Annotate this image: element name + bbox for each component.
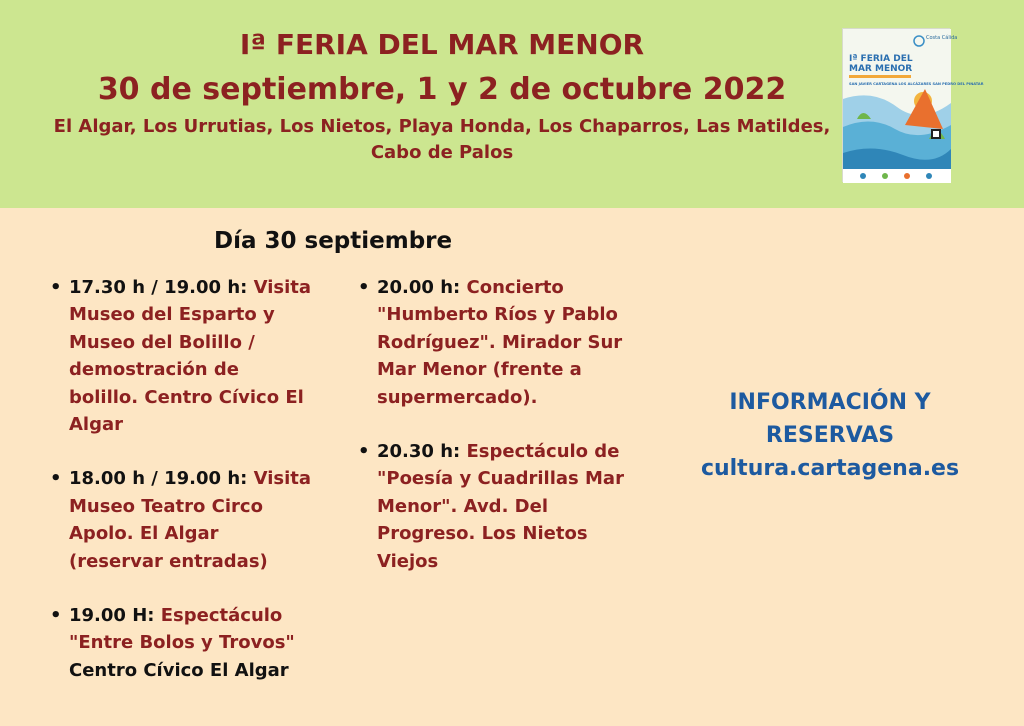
event-activity: Concierto "Humberto Ríos y Pablo Rodríguez". Mirador Sur Mar Menor (frente a supermercado).	[377, 277, 623, 408]
event-activity: Visita Museo Teatro Circo Apolo. El Algar (reservar entradas)	[69, 468, 312, 572]
list-item	[360, 438, 635, 575]
event-location: Centro Cívico El Algar	[69, 659, 289, 681]
list-item	[360, 274, 635, 411]
info-heading-1: INFORMACIÓN Y	[729, 390, 931, 415]
poster-towns: SAN JAVIER CARTAGENA LOS ALCÁZARES SAN PEDRO DEL PINATAR	[849, 82, 984, 86]
event-poster-thumbnail	[842, 28, 984, 182]
info-website-link[interactable]: cultura.cartagena.es	[700, 456, 960, 481]
event-time: 20.30 h:	[377, 441, 461, 463]
poster-illustration	[843, 29, 984, 183]
list-item	[52, 602, 314, 684]
fair-places: El Algar, Los Urrutias, Los Nietos, Playa Honda, Los Chaparros, Las Matildes, Cabo de Palos	[53, 116, 831, 163]
list-item	[52, 465, 314, 575]
event-activity: Espectáculo "Entre Bolos y Trovos"	[69, 605, 295, 654]
poster-brand: Costa Cálida	[926, 35, 958, 41]
info-heading-2: RESERVAS	[765, 423, 895, 448]
events-list-left	[52, 274, 314, 711]
list-item	[52, 274, 314, 438]
event-activity: Espectáculo de "Poesía y Cuadrillas Mar Menor". Avd. Del Progreso. Los Nietos Viejos	[377, 441, 624, 572]
fair-title: Iª FERIA DEL MAR MENOR	[239, 28, 645, 61]
day-heading: Día 30 septiembre	[214, 228, 453, 254]
event-time: 17.30 h / 19.00 h:	[69, 277, 248, 298]
poster-title-1: Iª FERIA DEL	[849, 54, 913, 64]
event-time: 19.00 H:	[69, 605, 155, 627]
events-list-right	[360, 274, 635, 602]
event-time: 18.00 h / 19.00 h:	[69, 468, 248, 490]
event-time: 20.00 h:	[377, 277, 461, 298]
fair-dates: 30 de septiembre, 1 y 2 de octubre 2022	[97, 72, 787, 107]
poster-title-2: MAR MENOR	[849, 64, 913, 74]
header-banner	[0, 0, 1024, 208]
info-box	[680, 386, 980, 485]
event-activity: Visita Museo del Esparto y Museo del Bolillo / demostración de bolillo. Centro Cívico El Algar	[69, 277, 312, 436]
